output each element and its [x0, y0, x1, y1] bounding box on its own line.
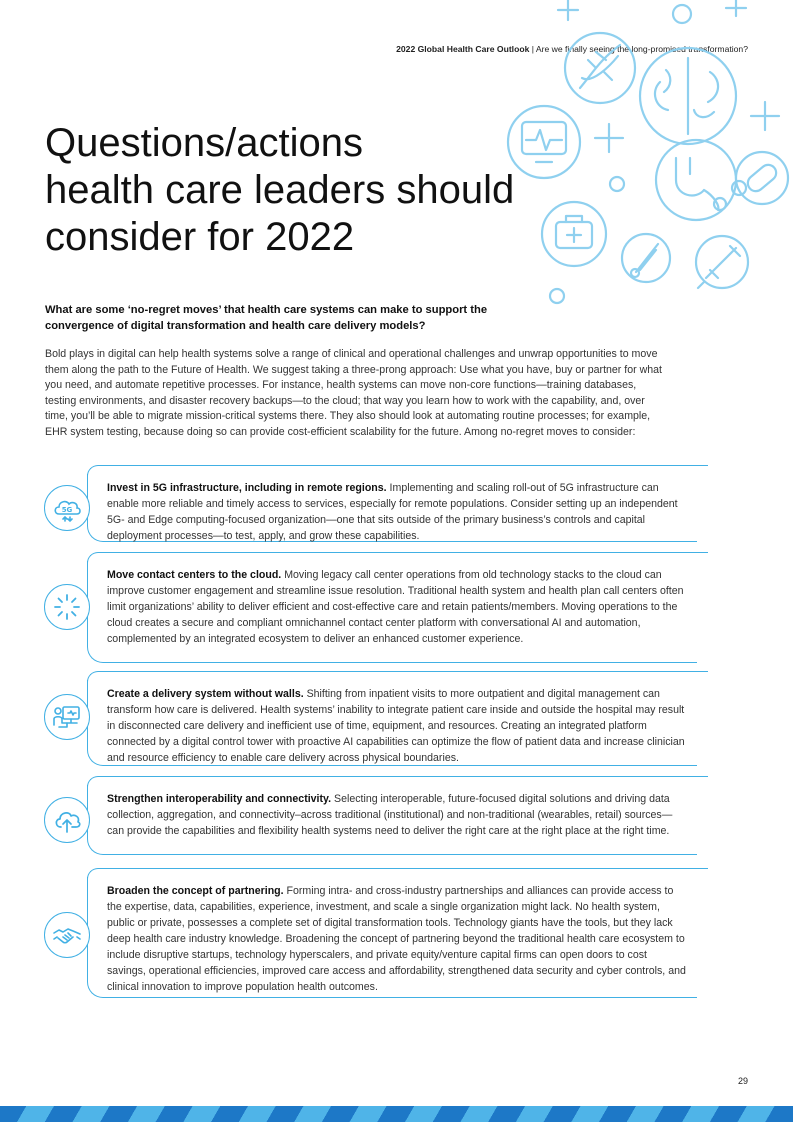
list-item-text	[107, 686, 687, 766]
plus-icon	[726, 0, 746, 16]
list-item-body: Shifting from inpatient visits to more outpatient and digital management can transform how care is delivered. Health systems’ inability to integrate patient care inside and outside the hospital may result in disconnected care delivery and inefficient use of time, equipment, and resources. Creating an integrated platform connected by a digital control tower with proactive AI capabilities can optimize the flow of patient data and increase clinician and resource efficiency to enable care delivery across physical boundaries.	[107, 688, 685, 764]
list-item-text	[107, 567, 687, 647]
list-item-body: Moving legacy call center operations from old technology stacks to the cloud can improve customer engagement and streamline issue resolution. Traditional health system and health plan call centers often limit organizations’ ability to deliver efficient and cost-effective care and retain patients/members. Moving operations to the cloud creates a secure and compliant omnichannel contact center platform with conversational AI and automation, complemented by an integrated ecosystem to deliver an enhanced customer experience.	[107, 569, 684, 645]
list-item-text	[107, 480, 687, 544]
list-item-lead: Invest in 5G infrastructure, including in remote regions.	[107, 482, 387, 494]
list-item-text	[107, 883, 687, 995]
dna-icon	[565, 33, 635, 103]
cloud-5g-icon	[44, 485, 90, 531]
circle-icon	[610, 177, 624, 191]
circle-icon	[550, 289, 564, 303]
brain-icon	[640, 48, 736, 144]
header-separator: |	[529, 44, 536, 54]
medical-illustration	[500, 0, 793, 310]
list-item	[87, 561, 697, 663]
header-subtitle: Are we finally seeing the long-promised transformation?	[535, 44, 748, 54]
list-item-text	[107, 791, 687, 839]
title-line-1: Questions/actions	[45, 121, 363, 165]
plus-icon	[751, 102, 779, 130]
circle-icon	[673, 5, 691, 23]
page-title	[45, 120, 525, 261]
icon-label: 5G	[61, 506, 73, 514]
stethoscope-icon	[656, 140, 736, 220]
title-line-2: health care leaders should	[45, 168, 515, 212]
list-item-lead: Broaden the concept of partnering.	[107, 885, 284, 897]
page-number: 29	[737, 1076, 748, 1086]
telehealth-icon	[44, 694, 90, 740]
header-doc-title: 2022 Global Health Care Outlook	[396, 44, 530, 54]
footer-stripe	[0, 1106, 793, 1122]
list-item-body: Selecting interoperable, future-focused digital solutions and driving data collection, aggregation, and connectivity–across traditional (institutional) and non-traditional (wearables, retail) sources—can provide the capabilities and flexibility health systems need to deliver the right care at the right place at the right time.	[107, 793, 673, 837]
list-item-body: Forming intra- and cross-industry partnerships and alliances can provide access to the expertise, data, capabilities, experience, investment, and scale a single organization might lack. No health system, public or private, possesses a complete set of digital transformation tools. Technology giants have the tools, but they lack deep health care industry knowledge. Broadening the concept of partnering beyond the traditional health care ecosystem to include disruptive startups, technology hyperscalers, and private equity/venture capital firms can open doors to cost savings, operational efficiencies, improved care access and affordability, strengthened data security and cyber controls, and clinical innovation to improve population health outcomes.	[107, 885, 686, 993]
loading-spinner-icon	[44, 584, 90, 630]
syringe-icon	[696, 236, 748, 288]
intro-paragraph: Bold plays in digital can help health systems solve a range of clinical and operational challenges and unwrap opportunities to move them along the path to the Future of Health. We suggest taking a three-prong approach: Use what you have, buy or partner for what you need, and automate repetitive processes. For instance, health systems can move non-core functions—training databases, testing environments, and disaster recovery backups—to the cloud; that way you learn how to work with the capability, and, over time, you’ll be able to migrate mission-critical systems there. They also should look at automating routine processes; for example, EHR system testing, because doing so can provide cost-efficient scalability for the future. Among no-regret moves to consider:	[45, 348, 662, 438]
section-question: What are some ‘no-regret moves’ that health care systems can make to support the convergence of digital transformation and health care delivery models?	[45, 304, 488, 332]
list-item	[87, 785, 697, 855]
list-item-lead: Move contact centers to the cloud.	[107, 569, 282, 581]
handshake-icon	[44, 912, 90, 958]
list-item	[87, 877, 697, 998]
list-item-body: Implementing and scaling roll-out of 5G infrastructure can enable more reliable and timely access to services, especially for remote populations. Consider setting up an independent 5G- and Edge computing-focused organization—one that sits outside of the primary business’s controls and capital deployment processes—to test, apply, and grow these capabilities.	[107, 482, 678, 542]
list-item	[87, 474, 697, 542]
first-aid-kit-icon	[542, 202, 606, 266]
title-line-3: consider for 2022	[45, 215, 355, 259]
plus-icon	[558, 0, 578, 20]
list-item-lead: Create a delivery system without walls.	[107, 688, 304, 700]
plus-icon	[595, 124, 623, 152]
cloud-upload-icon	[44, 797, 90, 843]
list-item-lead: Strengthen interoperability and connectivity.	[107, 793, 332, 805]
thermometer-icon	[622, 234, 670, 282]
list-item	[87, 680, 697, 766]
pill-icon	[736, 152, 788, 204]
